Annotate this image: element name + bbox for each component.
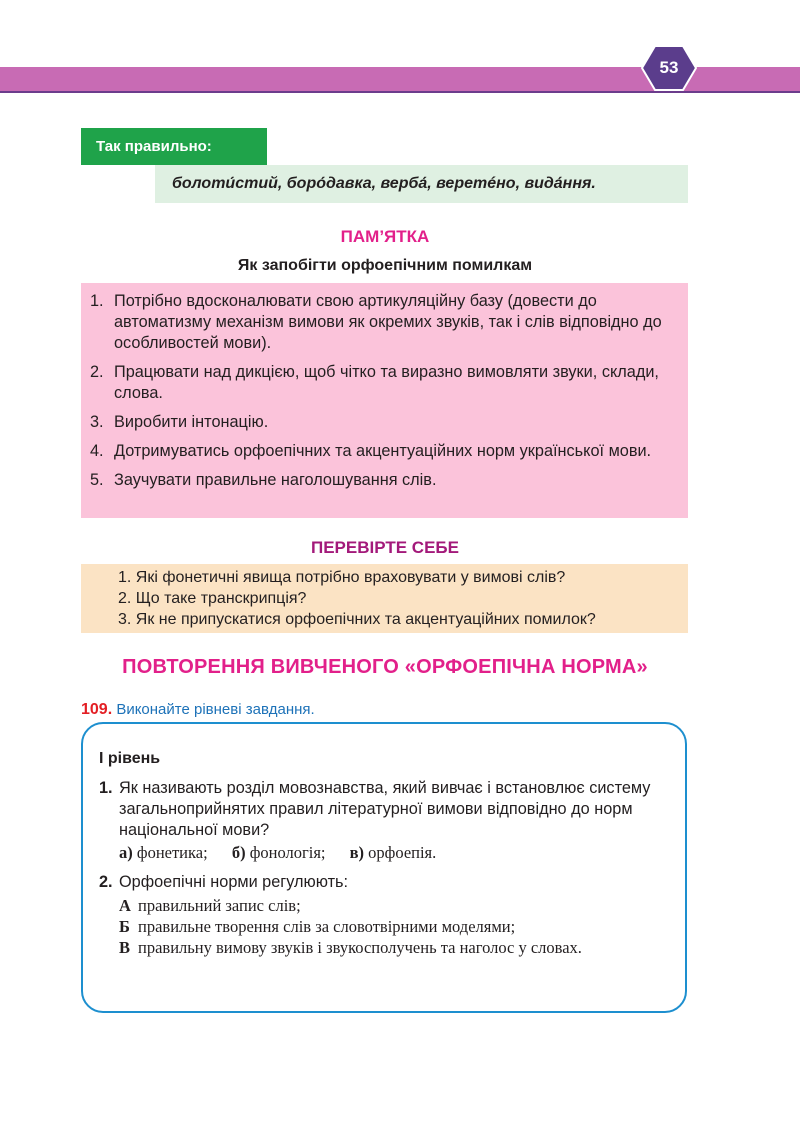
page-number: 53 xyxy=(659,58,679,77)
check-box xyxy=(81,564,688,633)
question-2 xyxy=(99,872,669,893)
question-text: Як називають розділ мовознавства, який вивчає і встановлює систему загальноприйнятих правил літературної вимови відповідно до норм національної мови? xyxy=(119,779,651,839)
answer-text: фонетика; xyxy=(136,843,208,862)
answer-text: фонологія; xyxy=(249,843,326,862)
check-item: 1. Які фонетичні явища потрібно враховувати у вимові слів? xyxy=(118,569,566,586)
answer-letter: В xyxy=(119,938,131,957)
answer-text: орфоепія. xyxy=(368,843,437,862)
memo-item-number: 1. xyxy=(90,292,104,310)
answer-option[interactable] xyxy=(119,937,669,958)
task-text: Виконайте рівневі завдання. xyxy=(116,701,315,718)
memo-item xyxy=(90,441,678,462)
answer-text: правильний запис слів; xyxy=(138,896,301,915)
answer-option[interactable] xyxy=(119,843,208,862)
correct-label: Так правильно: xyxy=(81,128,267,165)
question-text: Орфоепічні норми регулюють: xyxy=(119,873,349,891)
memo-item-text: Заучувати правильне наголошування слів. xyxy=(114,471,437,489)
answer-option[interactable] xyxy=(119,895,669,916)
memo-item-text: Потрібно вдосконалювати свою артикуляційну базу (довести до автоматизму механізм вимови як окремих звуків, так і слів відповідно до особливостей мови). xyxy=(114,292,662,352)
memo-item-number: 4. xyxy=(90,442,104,460)
memo-item-number: 5. xyxy=(90,471,104,489)
check-item: 2. Що таке транскрипція? xyxy=(118,590,307,607)
answer-text: правильне творення слів за словотвірними моделями; xyxy=(138,917,516,936)
memo-item-number: 3. xyxy=(90,413,104,431)
check-title: ПЕРЕВІРТЕ СЕБЕ xyxy=(311,538,459,557)
memo-title: ПАМ’ЯТКА xyxy=(340,227,430,246)
correct-words-text: болоти́стий, боро́давка, верба́, веретéно, вида́ння. xyxy=(172,175,596,192)
answer-letter: А xyxy=(119,896,131,915)
memo-item-text: Виробити інтонацію. xyxy=(114,413,269,431)
memo-item-text: Дотримуватись орфоепічних та акцентуаційних норм української мови. xyxy=(114,442,652,460)
review-title: ПОВТОРЕННЯ ВИВЧЕНОГО «ОРФОЕПІЧНА НОРМА» xyxy=(122,656,648,678)
answer-option[interactable] xyxy=(119,916,669,937)
check-item: 3. Як не припускатися орфоепічних та акцентуаційних помилок? xyxy=(118,611,596,628)
memo-item-number: 2. xyxy=(90,363,104,381)
task-number: 109. xyxy=(81,701,113,718)
answer-letter: Б xyxy=(119,917,130,936)
answer-letter: а) xyxy=(119,843,133,862)
answer-options xyxy=(119,895,669,958)
answer-letter: в) xyxy=(349,843,365,862)
memo-item xyxy=(90,412,678,433)
memo-box xyxy=(81,283,688,518)
answer-option[interactable] xyxy=(350,843,437,862)
answer-letter: б) xyxy=(231,843,246,862)
question-number: 1. xyxy=(99,779,113,797)
task-instruction xyxy=(81,701,315,719)
question-number: 2. xyxy=(99,873,113,891)
memo-item xyxy=(90,470,678,491)
level-box xyxy=(81,722,687,1013)
memo-item xyxy=(90,291,678,354)
question-1 xyxy=(99,778,669,841)
memo-item xyxy=(90,362,678,404)
memo-subtitle: Як запобігти орфоепічним помилкам xyxy=(237,257,533,274)
memo-item-text: Працювати над дикцією, щоб чітко та виразно вимовляти звуки, склади, слова. xyxy=(114,363,659,402)
answer-option[interactable] xyxy=(232,843,326,862)
page-number-badge xyxy=(641,45,697,91)
correct-words xyxy=(155,165,688,203)
answer-options xyxy=(119,843,669,863)
level-title: І рівень xyxy=(99,750,161,767)
answer-text: правильну вимову звуків і звукосполучень та наголос у словах. xyxy=(138,938,582,957)
